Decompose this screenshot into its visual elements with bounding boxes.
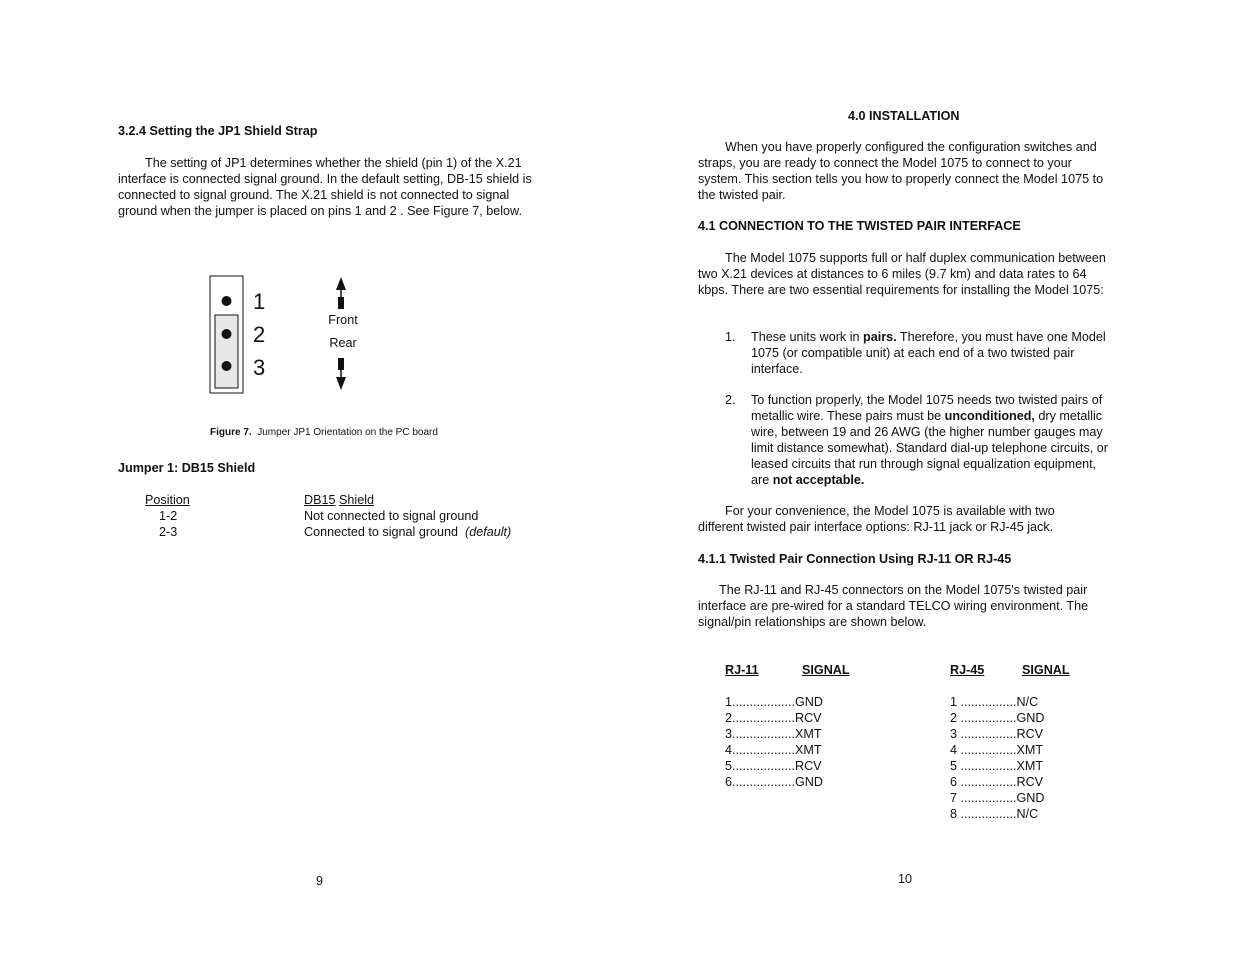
table-row-1-description: Not connected to signal ground: [304, 509, 479, 523]
shield-header-part: Shield: [339, 493, 375, 507]
requirement-item-2: [725, 392, 1110, 492]
front-arrow-icon: [336, 277, 346, 309]
rj45-row: 4 ................XMT: [950, 743, 1044, 757]
requirement-item-1: [725, 329, 1110, 377]
convenience-paragraph: For your convenience, the Model 1075 is available with two different twisted pair interface options: RJ-11 jack or RJ-45 jack.: [698, 504, 1055, 534]
section-heading-41: 4.1 CONNECTION TO THE TWISTED PAIR INTERFACE: [698, 219, 1021, 233]
list-1-text-b: Therefore, you must have one Model 1075 (or compatible unit) at each end of a two twisted pair interface.: [751, 330, 1106, 376]
pin-3-label: 3: [253, 355, 266, 380]
rj45-row: 5 ................XMT: [950, 759, 1044, 773]
rj11-row: 6..................GND: [725, 775, 823, 789]
section-heading-324: 3.2.4 Setting the JP1 Shield Strap: [118, 124, 318, 138]
rj45-row: 7 ................GND: [950, 791, 1045, 805]
installation-intro: When you have properly configured the configuration switches and straps, you are ready to connect the Model 1075 to connect to your system. This section tells you how to properly connect the Model 1075 to the twisted pair.: [698, 140, 1104, 202]
table-row-2-description: Connected to signal ground: [304, 525, 459, 539]
list-2-text-a: To function properly, the Model 1075 needs two twisted pairs of metallic wire. These pairs must be: [751, 393, 1103, 423]
list-1-bold: pairs.: [863, 330, 897, 344]
section-heading-411: 4.1.1 Twisted Pair Connection Using RJ-11 OR RJ-45: [698, 552, 1012, 566]
table-row-2-description-wrap: [304, 524, 511, 540]
rj11-row: 1..................GND: [725, 695, 823, 709]
rj45-pin-list: [950, 694, 1044, 822]
page-number-right: 10: [898, 872, 913, 886]
pin-3-dot: [222, 361, 232, 371]
rj11-pin-list: [725, 694, 823, 790]
rj45-row: 6 ................RCV: [950, 775, 1044, 789]
installation-title: 4.0 INSTALLATION: [848, 109, 960, 123]
rj11-row: 4..................XMT: [725, 743, 822, 757]
db15-shield-column-header: [304, 492, 374, 508]
page-number-left: 9: [316, 874, 324, 888]
position-column-header: Position: [145, 493, 190, 507]
list-2-text-b: dry metallic wire, between 19 and 26 AWG (the higher number gauges may limit distance somewhat). Standard dial-up telephone circuits, or leased circuits that run through signal equalization equipment, are: [751, 409, 1108, 487]
default-note: (default): [465, 525, 512, 539]
rj11-header: RJ-11: [725, 663, 759, 677]
jumper-1-heading: Jumper 1: DB15 Shield: [118, 461, 256, 475]
figure-7-caption: [210, 426, 438, 439]
rj45-row: 3 ................RCV: [950, 727, 1044, 741]
rj45-row: 1 ................N/C: [950, 695, 1039, 709]
rj45-row: 8 ................N/C: [950, 807, 1039, 821]
list-2-bold: unconditioned,: [944, 409, 1035, 423]
list-body-2: [751, 392, 1109, 488]
list-1-text-a: These units work in: [751, 330, 863, 344]
table-row-1-position: 1-2: [159, 509, 178, 523]
figure-caption-text: Jumper JP1 Orientation on the PC board: [257, 427, 438, 438]
rj45-row: 2 ................GND: [950, 711, 1045, 725]
rj11-row: 3..................XMT: [725, 727, 822, 741]
rj11-row: 5..................RCV: [725, 759, 822, 773]
section-411-paragraph: The RJ-11 and RJ-45 connectors on the Model 1075's twisted pair interface are pre-wired for a standard TELCO wiring environment. The signal/pin relationships are shown below.: [698, 583, 1089, 629]
pin-1-dot: [222, 296, 232, 306]
jumper-shunt: [215, 315, 238, 388]
list-number-2: 2.: [725, 393, 736, 407]
figure-caption-label: Figure 7.: [210, 427, 252, 438]
rj45-header: RJ-45: [950, 663, 985, 677]
rj11-row: 2..................RCV: [725, 711, 822, 725]
rear-label: Rear: [329, 336, 357, 350]
list-2-bold-2: not acceptable.: [772, 473, 865, 487]
pin-2-dot: [222, 329, 232, 339]
list-body-1: [751, 329, 1111, 377]
list-number-1: 1.: [725, 330, 736, 344]
jp1-paragraph: The setting of JP1 determines whether the shield (pin 1) of the X.21 interface is connected signal ground. In the default setting, DB-15 shield is connected to signal ground. The X.21 shield is not connected to signal ground when the jumper is placed on pins 1 and 2 . See Figure 7, below.: [118, 156, 532, 218]
jumper-diagram: [205, 272, 385, 397]
rj11-signal-header: SIGNAL: [802, 663, 850, 677]
rj45-signal-header: SIGNAL: [1022, 663, 1070, 677]
section-41-paragraph: The Model 1075 supports full or half duplex communication between two X.21 devices at distances to 6 miles (9.7 km) and data rates to 64 kbps. There are two essential requirements for installing the Model 1075:: [698, 251, 1106, 297]
pin-1-label: 1: [253, 289, 266, 314]
table-row-2-position: 2-3: [159, 525, 178, 539]
jp1-jumper-figure: [205, 272, 385, 397]
db15-header-part: DB15: [304, 493, 336, 507]
pin-2-label: 2: [253, 322, 266, 347]
front-label: Front: [328, 313, 358, 327]
rear-arrow-icon: [336, 358, 346, 390]
